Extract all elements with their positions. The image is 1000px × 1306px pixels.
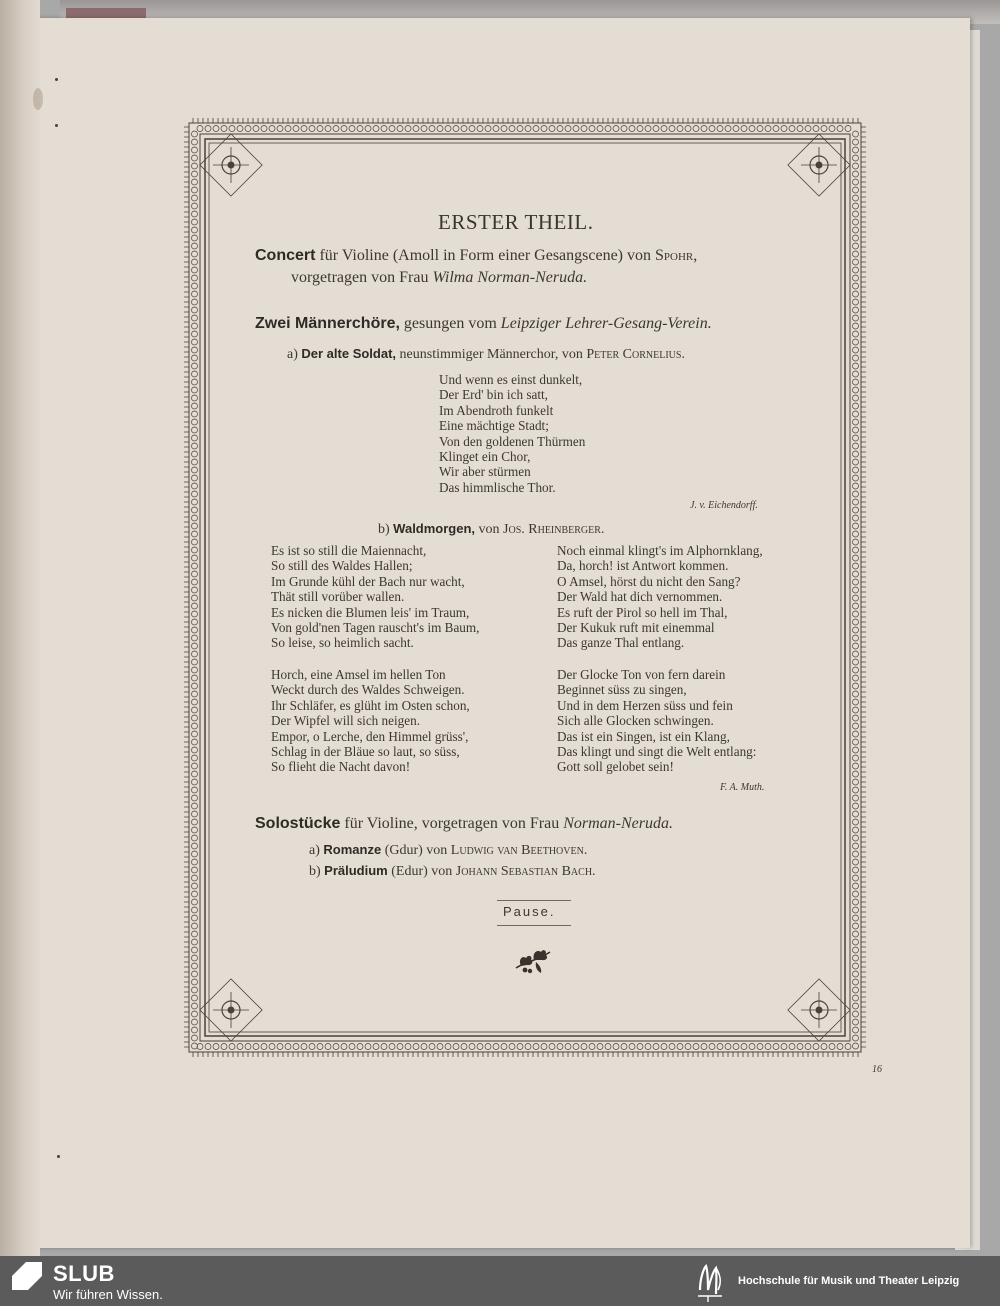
page-number: 16 <box>872 1064 882 1075</box>
hmt-logo-icon[interactable] <box>694 1260 728 1304</box>
poem-a-author: J. v. Eichendorff. <box>690 500 758 511</box>
solo-a-title: Romanze <box>323 842 382 857</box>
piece-b-title: Waldmorgen, <box>393 521 476 536</box>
solo-b-marker: b) <box>309 864 321 879</box>
solo-title: Solostücke <box>255 815 341 832</box>
solo-a-composer: Ludwig van Beethoven. <box>450 843 588 858</box>
poem-line: Noch einmal klingt's im Alphornklang, <box>557 543 763 558</box>
poem-line: Wir aber stürmen <box>439 464 531 480</box>
poem-line: So flieht die Nacht davon! <box>271 759 411 775</box>
solo-b-line <box>309 863 596 880</box>
institution-name[interactable]: Hochschule für Musik und Theater Leipzig <box>738 1275 960 1287</box>
poem-line: Weckt durch des Waldes Schweigen. <box>271 682 465 698</box>
solo-b-title: Präludium <box>324 863 388 878</box>
piece-b-composer: Jos. Rheinberger. <box>503 522 605 537</box>
poem-line: Der Erd' bin ich satt, <box>439 387 548 403</box>
part-heading: ERSTER THEIL. <box>438 210 594 234</box>
solo-performer: Norman-Neruda. <box>563 815 673 832</box>
poem-line: Beginnet süss zu singen, <box>557 682 687 698</box>
piece-a-description: neunstimmiger Männerchor, von <box>399 347 583 362</box>
piece-a-composer: Peter Cornelius. <box>586 347 685 362</box>
piece-a-line <box>287 346 685 363</box>
poem-line: Ihr Schläfer, es glüht im Osten schon, <box>271 697 470 713</box>
poem-line: Der Wald hat dich vernommen. <box>557 589 723 605</box>
poem-line: Eine mächtige Stadt; <box>439 418 549 434</box>
choir-name: Leipziger Lehrer-Gesang-Verein. <box>500 315 712 332</box>
piece-b-marker: b) <box>378 522 390 537</box>
poem-line: Da, horch! ist Antwort kommen. <box>557 558 729 574</box>
solo-a-description: (Gdur) von <box>384 843 448 858</box>
poem-line: Empor, o Lerche, den Himmel grüss', <box>271 728 469 744</box>
piece-b-line <box>378 521 604 538</box>
piece-a-marker: a) <box>287 347 298 362</box>
poem-line: Im Grunde kühl der Bach nur wacht, <box>271 573 465 589</box>
pause-label: Pause. <box>503 904 556 919</box>
poem-line: O Amsel, hörst du nicht den Sang? <box>557 573 741 589</box>
solo-a-marker: a) <box>309 843 320 858</box>
poem-line: So leise, so heimlich sacht. <box>271 635 414 651</box>
solo-description: für Violine, vorgetragen von Frau <box>344 815 560 832</box>
poem-line: Schlag in der Bläue so laut, so süss, <box>271 744 460 759</box>
concert-description: für Violine (Amoll in Form einer Gesangscene) von <box>319 247 652 264</box>
piece-b-description: von <box>478 522 500 537</box>
choir-title: Zwei Männerchöre, <box>255 315 400 332</box>
poem-line: Und wenn es einst dunkelt, <box>439 372 583 387</box>
solo-a-line <box>309 842 587 859</box>
performer-prefix: vorgetragen von Frau <box>291 269 429 286</box>
poem-line: Und in dem Herzen süss und fein <box>557 697 733 713</box>
concert-line <box>255 246 697 266</box>
piece-a-title: Der alte Soldat, <box>301 346 397 361</box>
performer-name: Wilma Norman-Neruda. <box>432 269 588 286</box>
poem-line: Im Abendroth funkelt <box>439 402 554 418</box>
poem-line: Der Glocke Ton von fern darein <box>557 667 726 682</box>
library-name[interactable]: SLUB <box>53 1261 115 1286</box>
solo-b-description: (Edur) von <box>391 864 453 879</box>
poem-b-author: F. A. Muth. <box>720 782 765 793</box>
concert-performer-line <box>291 268 587 288</box>
poem-line: Es ruft der Pirol so hell im Thal, <box>557 604 728 620</box>
poem-line: Das himmlische Thor. <box>439 479 556 495</box>
poem-line: Der Wipfel will sich neigen. <box>271 713 421 729</box>
poem-line: Gott soll gelobet sein! <box>557 759 674 775</box>
poem-line: Sich alle Glocken schwingen. <box>557 713 714 729</box>
concert-title: Concert <box>255 247 316 264</box>
poem-line: Von den goldenen Thürmen <box>439 433 586 449</box>
poem-line: Der Kukuk ruft mit einemmal <box>557 620 715 635</box>
slub-logo-icon[interactable] <box>12 1262 42 1290</box>
poem-line: Das klingt und singt die Welt entlang: <box>557 744 757 759</box>
poem-line: Horch, eine Amsel im hellen Ton <box>271 667 446 682</box>
oak-leaf-ornament-icon <box>512 946 554 976</box>
choir-description: gesungen vom <box>403 315 497 332</box>
poem-line: So still des Waldes Hallen; <box>271 558 413 574</box>
poem-line: Das ist ein Singen, ist ein Klang, <box>557 728 730 744</box>
poem-line: Es ist so still die Maiennacht, <box>271 543 427 558</box>
poem-line: Von gold'nen Tagen rauscht's im Baum, <box>271 620 480 635</box>
concert-composer: Spohr, <box>655 247 698 264</box>
library-tagline: Wir führen Wissen. <box>53 1287 163 1302</box>
poem-line: Thät still vorüber wallen. <box>271 589 405 605</box>
choir-line <box>255 314 712 334</box>
poem-line: Klinget ein Chor, <box>439 449 531 464</box>
solo-b-composer: Johann Sebastian Bach. <box>455 864 596 879</box>
poem-line: Es nicken die Blumen leis' im Traum, <box>271 604 470 620</box>
solo-line <box>255 814 673 834</box>
poem-line: Das ganze Thal entlang. <box>557 635 685 651</box>
